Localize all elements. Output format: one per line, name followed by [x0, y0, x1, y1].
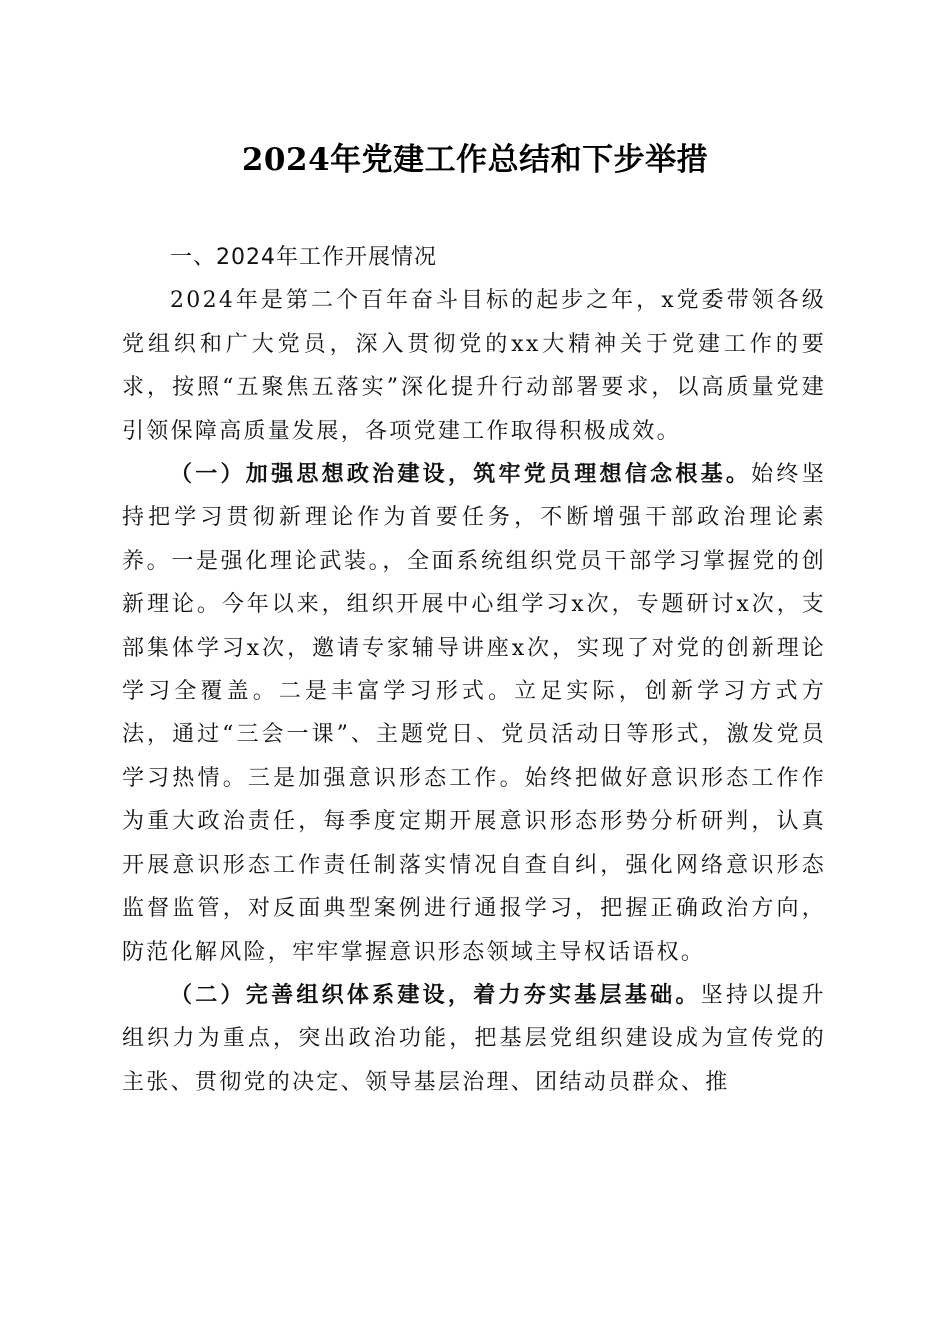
item-2-lead: （二）完善组织体系建设，着力夯实基层基础。 [170, 981, 701, 1008]
item-2-body: 坚持以提升组织力为重点，突出政治功能，把基层党组织建设成为宣传党的主张、贯彻党的决定、领导基层治理、团结动员群众、推 [122, 982, 826, 1095]
item-1-lead: （一）加强思想政治建设，筑牢党员理想信念根基。 [170, 461, 752, 488]
item-1-body: 始终坚持把学习贯彻新理论作为首要任务，不断增强干部政治理论素养。一是强化理论武装。，全面系统组织党员干部学习掌握党的创新理论。今年以来，组织开展中心组学习x次，专题研讨x次，支部集体学习x次，邀请专家辅导讲座x次，实现了对党的创新理论学习全覆盖。二是丰富学习形式。立足实际，创新学习方式方法，通过“三会一课”、主题党日、党员活动日等形式，激发党员学习热情。三是加强意识形态工作。始终把做好意识形态工作作为重大政治责任，每季度定期开展意识形态形势分析研判，认真开展意识形态工作责任制落实情况自查自纠，强化网络意识形态监督监管，对反面典型案例进行通报学习，把握正确政治方向，防范化解风险，牢牢掌握意识形态领域主导权话语权。 [122, 462, 826, 965]
item-1-paragraph [122, 453, 826, 974]
document-body [122, 236, 826, 1104]
intro-paragraph: 2024年是第二个百年奋斗目标的起步之年，x党委带领各级党组织和广大党员，深入贯彻党的xx大精神关于党建工作的要求，按照“五聚焦五落实”深化提升行动部署要求，以高质量党建引领保障高质量发展，各项党建工作取得积极成效。 [122, 288, 826, 444]
item-2-paragraph [122, 974, 826, 1104]
section-heading: 一、2024年工作开展情况 [170, 245, 437, 270]
document-title: 2024年党建工作总结和下步举措 [241, 142, 709, 178]
